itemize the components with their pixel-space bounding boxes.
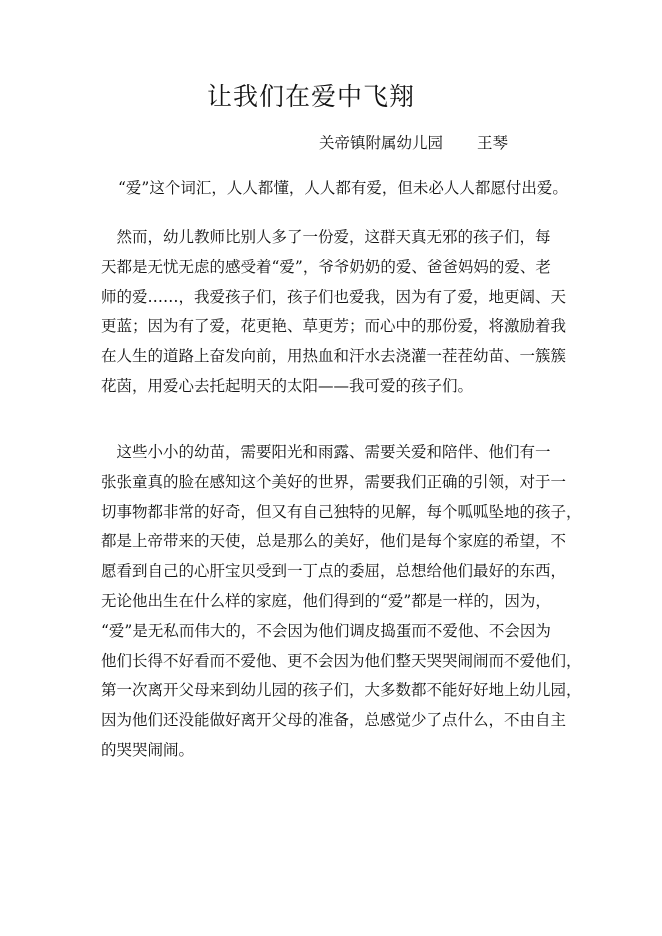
paragraph-1 — [101, 223, 566, 402]
paragraph-line: 切事物都非常的好奇，但又有自己独特的见解，每个呱呱坠地的孩子， — [101, 502, 582, 521]
lead-sentence: “爱”这个词汇，人人都懂，人人都有爱，但未必人人都愿付出爱。 — [118, 179, 568, 197]
paragraph-line: 的哭哭闹闹。 — [101, 740, 195, 759]
paragraph-line: 更蓝；因为有了爱，花更艳、草更芳；而心中的那份爱，将激励着我 — [101, 317, 567, 336]
paragraph-line: 无论他出生在什么样的家庭，他们得到的“爱”都是一样的，因为， — [101, 591, 551, 610]
paragraph-line: “爱”是无私而伟大的，不会因为他们调皮捣蛋而不爱他、不会因为 — [101, 621, 551, 640]
paragraph-line: 然而，幼儿教师比别人多了一份爱，这群天真无邪的孩子们，每 — [101, 228, 551, 246]
paragraph-line: 愿看到自己的心肝宝贝受到一丁点的委屈，总想给他们最好的东西， — [101, 562, 567, 581]
paragraph-line: 在人生的道路上奋发向前，用热血和汗水去浇灌一茬茬幼苗、一簇簇 — [101, 347, 567, 366]
byline — [319, 132, 508, 154]
paragraph-line: 第一次离开父母来到幼儿园的孩子们，大多数都不能好好地上幼儿园， — [101, 681, 582, 700]
paragraph-line: 天都是无忧无虑的感受着“爱”，爷爷奶奶的爱、爸爸妈妈的爱、老 — [101, 257, 551, 276]
byline-affiliation: 关帝镇附属幼儿园 — [319, 134, 444, 152]
paragraph-line: 都是上帝带来的天使，总是那么的美好，他们是每个家庭的希望，不 — [101, 532, 567, 551]
paragraph-line: 花茵，用爱心去托起明天的太阳——我可爱的孩子们。 — [101, 376, 474, 395]
paragraph-line: 师的爱……，我爱孩子们，孩子们也爱我，因为有了爱，地更阔、天 — [101, 287, 567, 306]
paragraph-line: 张张童真的脸在感知这个美好的世界，需要我们正确的引领，对于一 — [101, 472, 567, 491]
paragraph-line: 因为他们还没能做好离开父母的准备，总感觉少了点什么，不由自主 — [101, 711, 567, 730]
document-title: 让我们在爱中飞翔 — [207, 82, 416, 111]
paragraph-2 — [101, 438, 582, 766]
paragraph-line: 这些小小的幼苗，需要阳光和雨露、需要关爱和陪伴、他们有一 — [101, 443, 551, 461]
paragraph-line: 他们长得不好看而不爱他、更不会因为他们整天哭哭闹闹而不爱他们， — [101, 651, 582, 670]
byline-author: 王琴 — [477, 134, 509, 152]
